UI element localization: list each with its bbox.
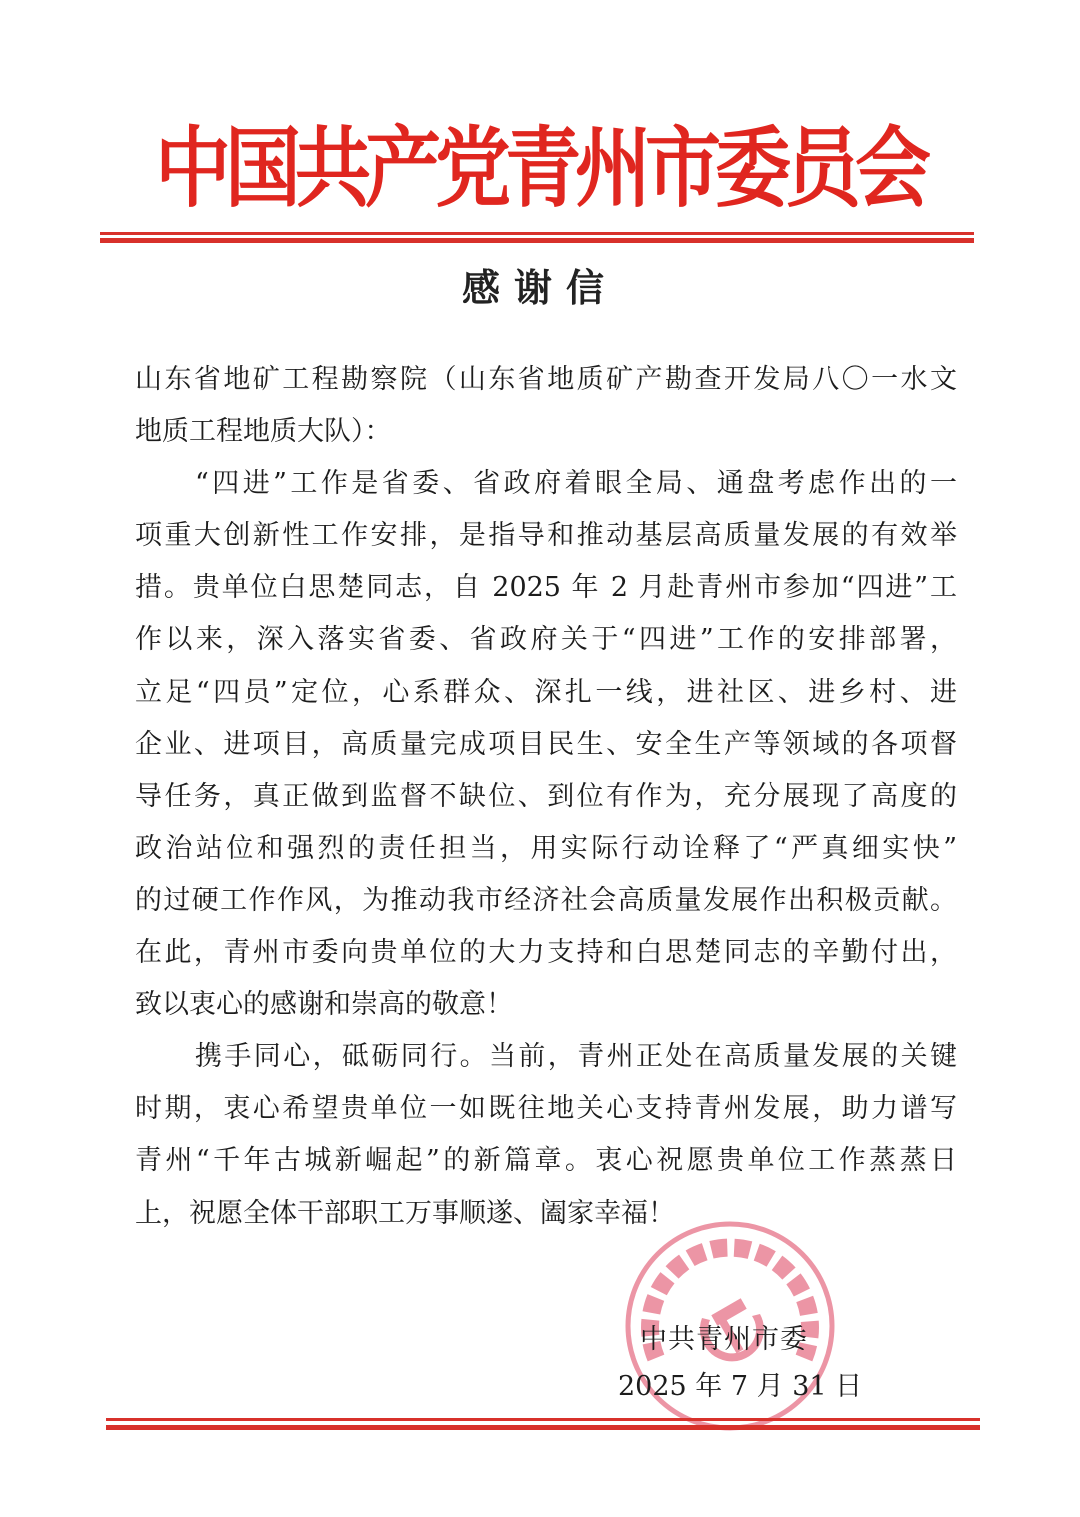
header-rule-thick bbox=[100, 238, 974, 243]
body-line: 山东省地矿工程勘察院（山东省地质矿产勘查开发局八〇一水文 bbox=[135, 364, 957, 395]
letter-body bbox=[135, 354, 957, 1240]
body-line: 措。贵单位白思楚同志，自 2025 年 2 月赴青州市参加“四进”工 bbox=[135, 572, 957, 604]
body-line: 致以衷心的感谢和崇高的敬意！ bbox=[135, 989, 513, 1021]
signature-date: 2025 年 7 月 31 日 bbox=[618, 1371, 863, 1402]
body-line: 导任务，真正做到监督不缺位、到位有作为，充分展现了高度的 bbox=[135, 780, 957, 812]
body-line: “四进”工作是省委、省政府着眼全局、通盘考虑作出的一 bbox=[195, 468, 957, 500]
body-line: 时期，衷心希望贵单位一如既往地关心支持青州发展，助力谱写 bbox=[135, 1093, 957, 1125]
body-line: 的过硬工作作风，为推动我市经济社会高质量发展作出积极贡献。 bbox=[135, 884, 957, 916]
body-line: 项重大创新性工作安排，是指导和推动基层高质量发展的有效举 bbox=[135, 520, 957, 552]
header-rule-thin bbox=[100, 232, 974, 235]
body-line: 政治站位和强烈的责任担当，用实际行动诠释了“严真细实快” bbox=[135, 832, 957, 864]
body-line: 企业、进项目，高质量完成项目民生、安全生产等领域的各项督 bbox=[135, 728, 957, 760]
body-line: 在此，青州市委向贵单位的大力支持和白思楚同志的辛勤付出， bbox=[135, 937, 957, 969]
letterhead-title: 中国共产党青州市委员会 bbox=[155, 121, 925, 218]
body-line: 作以来，深入落实省委、省政府关于“四进”工作的安排部署， bbox=[135, 624, 957, 656]
footer-rule-thin bbox=[106, 1418, 980, 1421]
document-title: 感谢信 bbox=[461, 265, 618, 310]
signature-org: 中共青州市委 bbox=[640, 1324, 808, 1355]
body-line: 地质工程地质大队）： bbox=[135, 416, 392, 448]
body-line: 上，祝愿全体干部职工万事顺遂、阖家幸福！ bbox=[135, 1197, 675, 1229]
body-line: 立足“四员”定位，心系群众、深扎一线，进社区、进乡村、进 bbox=[135, 676, 957, 708]
footer-rule-thick bbox=[106, 1425, 980, 1430]
body-line: 青州“千年古城新崛起”的新篇章。衷心祝愿贵单位工作蒸蒸日 bbox=[135, 1145, 957, 1177]
body-line: 携手同心，砥砺同行。当前，青州正处在高质量发展的关键 bbox=[195, 1041, 957, 1073]
